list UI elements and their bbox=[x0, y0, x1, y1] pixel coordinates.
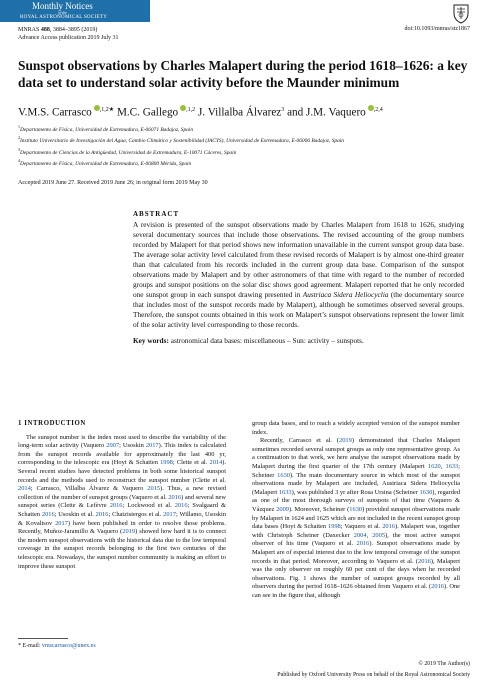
body-text: Recently, Carrasco et al. ( bbox=[260, 437, 340, 445]
body-text: ), the most active sunspot observer of his time (Vaquero et al. bbox=[252, 531, 461, 548]
citation-link[interactable]: 2019 bbox=[339, 437, 352, 445]
citation-link[interactable]: 2007 bbox=[106, 442, 120, 450]
citation-link[interactable]: 2017 bbox=[163, 510, 176, 518]
footnote-rule bbox=[18, 638, 68, 639]
body-text: ; Vaquero et al. bbox=[340, 523, 383, 531]
intro-paragraph-1 bbox=[18, 434, 226, 572]
citation-link[interactable]: 2016 bbox=[382, 523, 395, 531]
copyright: © 2019 The Author(s) bbox=[418, 661, 470, 667]
citation-link[interactable]: 1630 bbox=[277, 471, 290, 479]
citation-link[interactable]: 2017 bbox=[55, 519, 68, 527]
affiliation: $^4$Departamento de Física, Universidad de Extremadura, E-06800 Mérida, Spain bbox=[18, 157, 192, 167]
affiliation: $^2$Instituto Universitario de Investigación del Agua, Cambio Climático y Sostenibilidad (IACYS), Universidad de Extremadura, E-06006 Badajoz, Spain bbox=[18, 135, 345, 145]
citation-block bbox=[18, 26, 118, 42]
body-text: ). Malapert was, together with Christoph Scheiner (Daxecker bbox=[252, 523, 461, 539]
footnote-email: * E-mail: vmscarrasco@unex.es bbox=[18, 643, 96, 649]
body-text: ). One can see in the figure that, although bbox=[252, 583, 460, 599]
accepted-dates: Accepted 2019 June 27. Received 2019 June 26; in original form 2019 May 30 bbox=[18, 180, 208, 186]
body-text: ). Moreover, Scheiner ( bbox=[288, 505, 350, 513]
section-heading: 1 INTRODUCTION bbox=[18, 420, 86, 427]
body-text: ). Several recent studies have detected problems in both some historical sunspot records and the methods used to reconstruct the sunspot number (Clette et al. bbox=[18, 459, 227, 484]
journal-name: Monthly Notices bbox=[32, 1, 93, 11]
body-text: ) have been published in order to resolve those problems. Recently, Muñoz-Jaramillo & Vaquero ( bbox=[18, 519, 226, 536]
intro-paragraph-2 bbox=[252, 437, 460, 600]
keywords bbox=[133, 336, 464, 345]
citation-line: MNRAS 488, 3884–3895 (2019) bbox=[18, 27, 98, 33]
author-affiliation-marks: ,1,2★ bbox=[99, 107, 115, 113]
citation-link[interactable]: 1998 bbox=[327, 523, 341, 531]
citation-link[interactable]: 2014 bbox=[18, 485, 31, 493]
citation-link[interactable]: 2017 bbox=[145, 442, 159, 450]
body-text: The sunspot number is the index most used to describe the variability of the long-term solar activity (Vaquero bbox=[18, 433, 226, 450]
body-text: ; Chatzistergos et al. bbox=[108, 510, 164, 518]
author-name[interactable]: J.M. Vaquero bbox=[306, 106, 366, 119]
citation-link[interactable]: 2016 bbox=[109, 502, 123, 510]
keywords-list: astronomical data bases: miscellaneous – Sun: activity – sunspots. bbox=[168, 336, 364, 345]
body-text: ; Svalgaard & Schatten bbox=[18, 502, 227, 518]
body-text: ; Lockwood et al. bbox=[122, 502, 175, 510]
body-column-left bbox=[18, 420, 226, 571]
citation-link[interactable]: 2019 bbox=[122, 528, 136, 536]
citation-link[interactable]: 2016 bbox=[41, 510, 55, 518]
author-list bbox=[18, 103, 468, 120]
body-text: ; Willamo, Usoskin & Kovaltsov bbox=[18, 510, 226, 527]
doi: doi:10.1093/mnras/stz1867 bbox=[404, 26, 470, 32]
body-text: ) showed how hard it is to connect the modern sunspot observations with the historical data due to the low temporal coverage in the sunspot records belonging to the first two centuries of the telescopic era. Nowadays, the sunspot number community is making an effort to improve these sunspot bbox=[18, 528, 227, 570]
affiliation: $^3$Departamento de Ciencias de la Antigüedad, Universidad de Extremadura, E-10071 Cáceres, Spain bbox=[18, 146, 237, 156]
body-text: ), regarded as one of the most thorough surveys of sunspots of that time (Vaquero & Vázquez bbox=[252, 488, 460, 513]
volume: 488 bbox=[40, 27, 50, 33]
affiliation: $^1$Departamento de Física, Universidad de Extremadura, E-06071 Badajoz, Spain bbox=[18, 124, 194, 133]
author-name[interactable]: J. Villalba Álvarez bbox=[197, 106, 282, 119]
ras-crest-icon bbox=[452, 2, 470, 24]
body-text: , bbox=[366, 531, 373, 539]
body-text: ; Usoskin et al. bbox=[54, 510, 96, 518]
body-column-right bbox=[252, 420, 460, 600]
journal-society: ROYAL ASTRONOMICAL SOCIETY bbox=[20, 15, 108, 20]
body-text: ), Malapert was the only observer on roughly 60 per cent of the days when he recorded observations. Fig. 1 shows the number of sunspot groups recorded by all observers during the period 1618–1626 obtained from Vaquero et al. ( bbox=[252, 557, 461, 591]
affiliations bbox=[18, 123, 468, 168]
citation-link[interactable]: 1630 bbox=[419, 488, 433, 496]
body-text: ) demonstrated that Charles Malapert sometimes recorded several sunspot groups as only one representative group. As a continuation to that work, we here analyse the sunspot observations made by Malapert during the first quarter of the 17th century (Malapert bbox=[252, 437, 460, 470]
citation-link[interactable]: 2016 bbox=[174, 502, 188, 510]
email-link[interactable]: vmscarrasco@unex.es bbox=[42, 643, 96, 649]
citation-link[interactable]: 1620 bbox=[427, 462, 441, 470]
citation-link[interactable]: 1633 bbox=[445, 462, 459, 470]
body-text: ) provided sunspot observations made by Malapert in 1624 and 1625 which are not included in the recent sunspot group data bases (Hoyt & Schatten bbox=[252, 505, 461, 531]
citation-link[interactable]: 2009 bbox=[276, 505, 289, 513]
abstract-italic-title: Austriaca Sidera Heliocyclia bbox=[302, 290, 389, 299]
citation-link[interactable]: 1998 bbox=[160, 459, 173, 467]
citation-link[interactable]: 2016 bbox=[418, 557, 431, 565]
author-separator: and bbox=[284, 106, 307, 119]
body-text: ). Thus, a new revised collection of the number of sunspot groups (Vaquero et al. bbox=[18, 485, 226, 501]
journal-banner bbox=[0, 0, 150, 22]
body-text: ). This index is calculated from the sunspot records available for approximately the last 400 yr, corresponding to the telescopic era (Hoyt & Schatten bbox=[18, 442, 227, 467]
body-text: ; Clette et al. bbox=[172, 459, 210, 467]
journal-of: of the bbox=[58, 10, 67, 15]
advance-access: Advance Access publication 2019 July 31 bbox=[18, 35, 119, 41]
body-text: ) and several new sunspot series (Clette & Lefèvre bbox=[18, 493, 226, 510]
body-text: ; Usoskin bbox=[119, 442, 146, 450]
body-text: ). The main documentary source in which most of the sunspot observations made by Malapert are included, Austriaca Sidera Heliocyclia (Malapert bbox=[252, 471, 460, 496]
author-affiliation-marks: 3 bbox=[281, 107, 285, 113]
citation-link[interactable]: 2015 bbox=[147, 485, 161, 493]
citation-link[interactable]: 2016 bbox=[95, 510, 109, 518]
body-text: , bbox=[440, 462, 446, 470]
citation-link[interactable]: 1633 bbox=[278, 488, 292, 496]
body-text: ), was published 3 yr after Rosa Ursina (Scheiner bbox=[291, 488, 420, 496]
abstract-text: A revision is presented of the sunspot observations made by Charles Malapert from 1618 to 1626, studying several documentary sources that include those observations. The revised accounting of the group numbers recorded by Malapert for that period shows new information unavailable in the current sunspot group data base. The average solar activity level calculated from these revised records of Malapert is by almost one-third greater than that calculated from his records included in the current group data base. Comparison of the sunspot observations made by Malapert and by other astronomers of that time with regard to the number of recorded groups and sunspot positions on the solar disc shows good agreement. Malapert reported that he only recorded one sunspot group in each sunspot drawing presented in Austriaca Sidera Heliocyclia (the documentary source that includes most of the sunspot records made by Malapert), although he sometimes observed several groups. Therefore, the sunspot counts obtained in this work on Malapert’s sunspot observations represent the lower limit of the solar activity level corresponding to those records. bbox=[133, 220, 464, 329]
body-text: ; Scheiner bbox=[252, 462, 460, 479]
author-affiliation-marks: ,1,2 bbox=[186, 107, 196, 113]
publisher-line: Published by Oxford University Press on behalf of the Royal Astronomical Society bbox=[277, 672, 470, 678]
citation-link[interactable]: 2016 bbox=[168, 493, 182, 501]
citation-link[interactable]: 2014 bbox=[209, 459, 223, 467]
author-name[interactable]: V.M.S. Carrasco bbox=[18, 106, 92, 119]
body-text: ; Carrasco, Villalba Álvarez & Vaquero bbox=[30, 485, 148, 493]
abstract bbox=[133, 210, 464, 345]
body-text: ). Sunspot observations made by Malapert are of especial interest due to the low temporal coverage of the sunspot records in that period. Moreover, according to Vaquero et al. ( bbox=[252, 540, 460, 565]
citation-link[interactable]: 2016 bbox=[356, 540, 370, 548]
citation-link[interactable]: 2005 bbox=[372, 531, 386, 539]
author-name[interactable]: M.C. Gallego bbox=[116, 106, 179, 119]
citation-link[interactable]: 1630 bbox=[349, 505, 363, 513]
intro-paragraph-1-cont: group data bases, and to reach a widely accepted version of the sunspot number index. bbox=[252, 420, 460, 436]
abstract-heading: ABSTRACT bbox=[133, 210, 180, 218]
keywords-label: Key words: bbox=[133, 336, 169, 345]
paper-title: Sunspot observations by Charles Malapert during the period 1618–1626: a key data set to understand solar activity before the Maunder minimum bbox=[18, 58, 468, 90]
citation-link[interactable]: 2016 bbox=[431, 583, 444, 591]
citation-link[interactable]: 2004 bbox=[353, 531, 367, 539]
author-affiliation-marks: ,2,4 bbox=[373, 107, 383, 113]
